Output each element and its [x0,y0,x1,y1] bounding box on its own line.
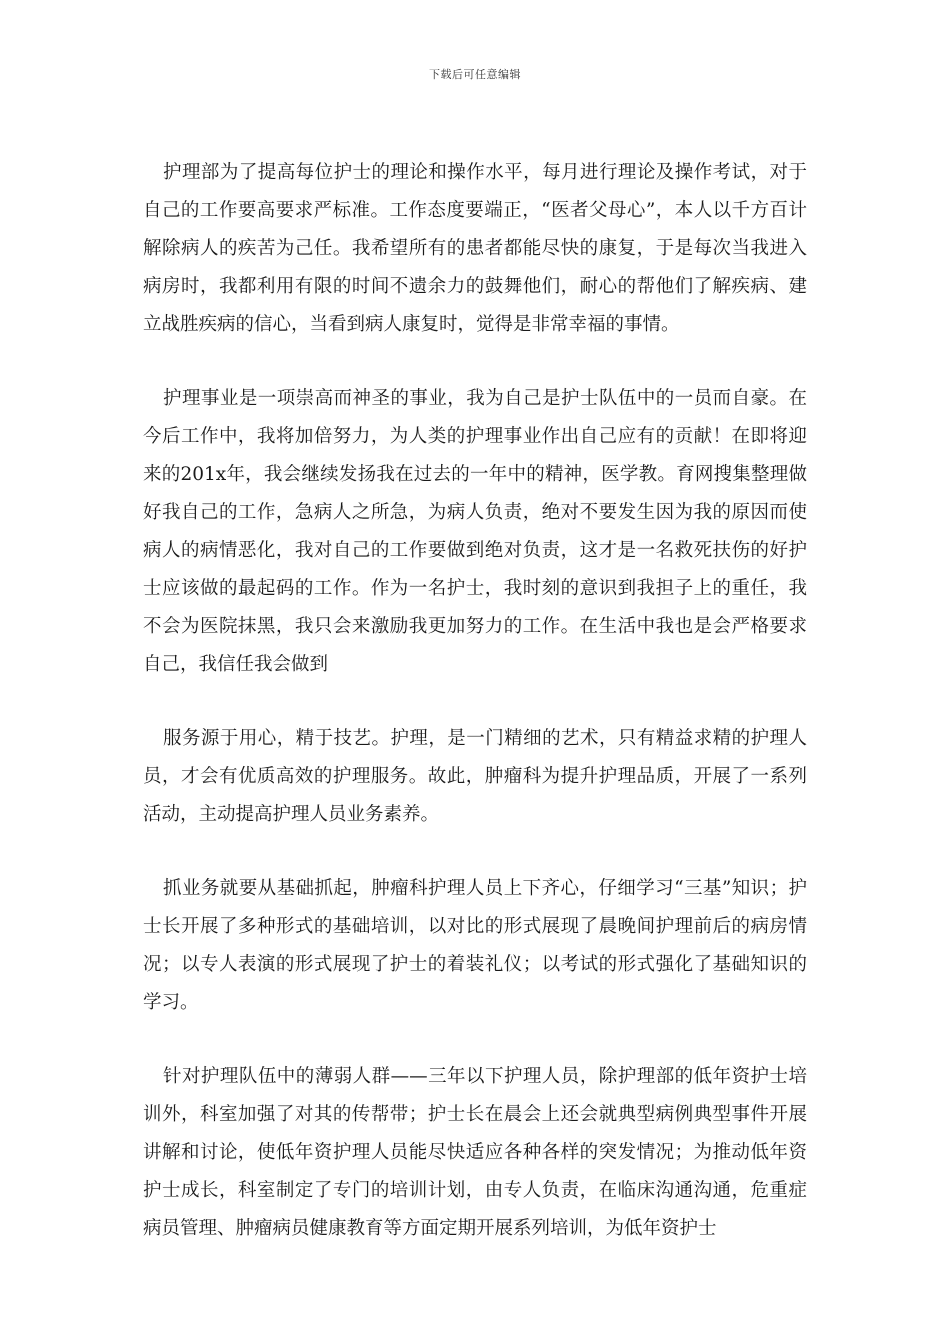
paragraph-2: 护理事业是一项崇高而神圣的事业，我为自己是护士队伍中的一员而自豪。在今后工作中，我将加倍努力，为人类的护理事业作出自己应有的贡献！在即将迎来的201x年，我会继续发扬我在过去的一年中的精神，医学教。育网搜集整理做好我自己的工作，急病人之所急，为病人负责，绝对不要发生因为我的原因而使病人的病情恶化，我对自己的工作要做到绝对负责，这才是一名救死扶伤的好护士应该做的最起码的工作。作为一名护士，我时刻的意识到我担子上的重任，我不会为医院抹黑，我只会来激励我更加努力的工作。在生活中我也是会严格要求自己，我信任我会做到 [143,388,807,675]
document-body [143,154,807,1248]
paragraph-5: 针对护理队伍中的薄弱人群——三年以下护理人员，除护理部的低年资护士培训外，科室加强了对其的传帮带；护士长在晨会上还会就典型病例典型事件开展讲解和讨论，使低年资护理人员能尽快适应各种各样的突发情况；为推动低年资护士成长，科室制定了专门的培训计划，由专人负责，在临床沟通沟通，危重症病员管理、肿瘤病员健康教育等方面定期开展系列培训，为低年资护士 [143,1066,807,1239]
page-header: 下载后可任意编辑 [429,68,521,81]
paragraph-1: 护理部为了提高每位护士的理论和操作水平，每月进行理论及操作考试，对于自己的工作要高要求严标准。工作态度要端正，“医者父母心”，本人以千方百计解除病人的疾苦为己任。我希望所有的患者都能尽快的康复，于是每次当我进入病房时，我都利用有限的时间不遗余力的鼓舞他们，耐心的帮他们了解疾病、建立战胜疾病的信心，当看到病人康复时，觉得是非常幸福的事情。 [143,162,807,335]
paragraph-4: 抓业务就要从基础抓起，肿瘤科护理人员上下齐心，仔细学习“三基”知识；护士长开展了多种形式的基础培训，以对比的形式展现了晨晚间护理前后的病房情况；以专人表演的形式展现了护士的着装礼仪；以考试的形式强化了基础知识的学习。 [143,878,807,1013]
paragraph-3: 服务源于用心，精于技艺。护理，是一门精细的艺术，只有精益求精的护理人员，才会有优质高效的护理服务。故此，肿瘤科为提升护理品质，开展了一系列活动，主动提高护理人员业务素养。 [143,728,807,825]
